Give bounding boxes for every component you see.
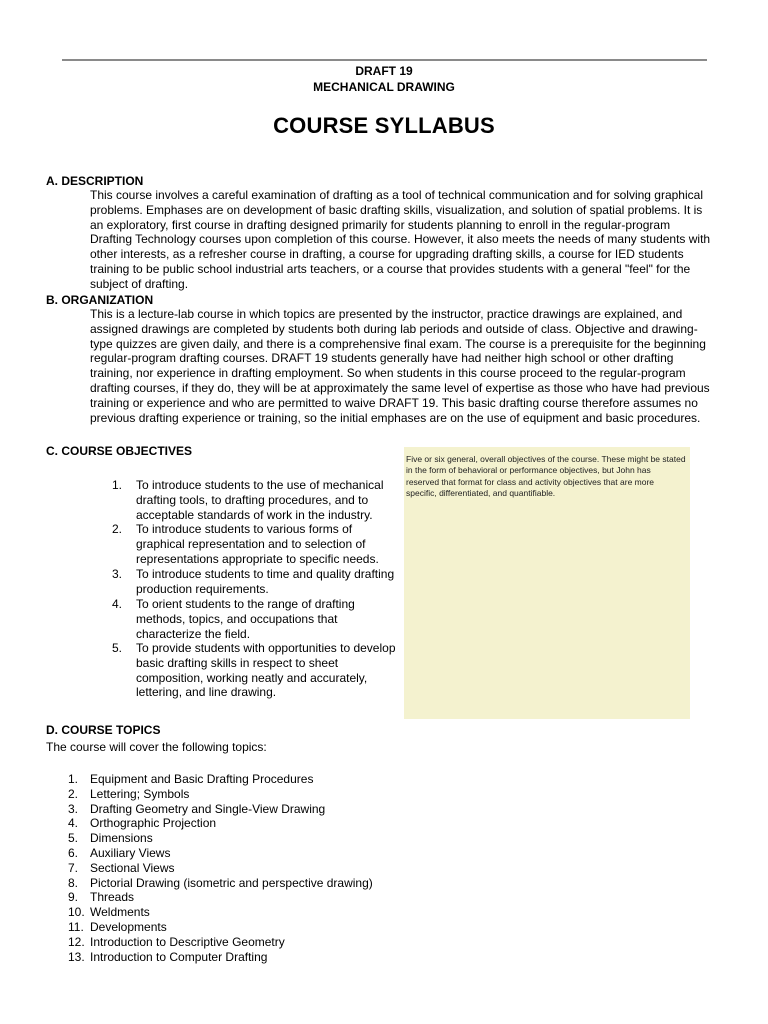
topic-text: Pictorial Drawing (isometric and perspective drawing) xyxy=(90,875,373,890)
topic-number: 8. xyxy=(68,875,79,890)
topics-intro: The course will cover the following topics: xyxy=(46,740,267,754)
organization-heading: B. ORGANIZATION xyxy=(46,293,154,307)
margin-comment xyxy=(404,447,690,719)
objective-number: 1. xyxy=(112,478,123,492)
topic-text: Introduction to Descriptive Geometry xyxy=(90,934,285,949)
objective-text: To introduce students to the use of mechanical drafting tools, to drafting procedures, and to acceptable standards of work in the industry. xyxy=(136,478,384,522)
objective-item xyxy=(112,567,402,597)
topic-text: Lettering; Symbols xyxy=(90,786,190,801)
topic-number: 7. xyxy=(68,860,79,875)
organization-text: This is a lecture-lab course in which topics are presented by the instructor, practice drawings are explained, and assigned drawings are completed by students both during lab periods and outside of class. Objective and drawing-type quizzes are given daily, and there is a comprehensive final exam. The course is a prerequisite for the beginning regular-program drafting courses. DRAFT 19 students generally have had neither high school or other drafting training, nor experience in drafting employment. So when students in this course proceed to the regular-program drafting courses, if they do, they will be at approximately the same level of expertise as those who have had previous training or experience and who are permitted to waive DRAFT 19. This basic drafting course therefore assumes no previous drafting experience or training, so the initial emphases are on the use of equipment and basic procedures. xyxy=(90,307,710,425)
objective-text: To orient students to the range of drafting methods, topics, and occupations that characterize the field. xyxy=(136,597,355,641)
objectives-heading: C. COURSE OBJECTIVES xyxy=(46,444,193,458)
topic-text: Dimensions xyxy=(90,831,153,846)
topic-number: 2. xyxy=(68,786,79,801)
topics-heading: D. COURSE TOPICS xyxy=(46,723,161,737)
objective-number: 5. xyxy=(112,641,123,655)
course-code: DRAFT 19 xyxy=(355,64,413,78)
topic-number: 11. xyxy=(68,919,84,934)
topic-number: 12. xyxy=(68,934,85,949)
topic-number: 1. xyxy=(68,772,79,786)
description-heading: A. DESCRIPTION xyxy=(46,174,144,188)
objective-text: To introduce students to time and quality drafting production requirements. xyxy=(136,567,395,596)
objective-number: 4. xyxy=(112,597,123,611)
objective-number: 2. xyxy=(112,522,123,536)
topic-number: 13. xyxy=(68,949,85,964)
topic-number: 9. xyxy=(68,890,79,905)
objective-number: 3. xyxy=(112,567,123,581)
objective-item xyxy=(112,641,402,700)
top-rule xyxy=(62,59,707,61)
topic-text: Developments xyxy=(90,919,167,934)
objective-text: To provide students with opportunities to develop basic drafting skills in respect to sheet composition, working neatly and accurately, lettering, and line drawing. xyxy=(136,641,396,700)
course-name: MECHANICAL DRAWING xyxy=(313,80,455,94)
topic-text: Sectional Views xyxy=(90,860,175,875)
objective-item xyxy=(112,597,402,641)
topic-text: Introduction to Computer Drafting xyxy=(90,949,268,964)
topic-text: Orthographic Projection xyxy=(90,816,217,831)
objective-item xyxy=(112,478,402,522)
page-title: COURSE SYLLABUS xyxy=(273,113,495,138)
topic-number: 5. xyxy=(68,831,79,846)
topic-number: 4. xyxy=(68,816,79,831)
comment-text: Five or six general, overall objectives of the course. These might be stated in the form of behavioral or performance objectives, but John has reserved that format for class and activity objectives that are more specific, differentiated, and quantifiable. xyxy=(406,454,686,499)
topic-text: Threads xyxy=(90,890,135,905)
topic-text: Auxiliary Views xyxy=(90,845,171,860)
topic-text: Drafting Geometry and Single-View Drawing xyxy=(90,801,326,816)
topic-number: 6. xyxy=(68,845,79,860)
objective-text: To introduce students to various forms of graphical representation and to selection of representations appropriate to specific needs. xyxy=(136,522,379,566)
topic-text: Weldments xyxy=(90,905,150,920)
objective-item xyxy=(112,522,402,566)
topic-number: 10. xyxy=(68,905,85,920)
description-text: This course involves a careful examination of drafting as a tool of technical communication and for solving graphical problems. Emphases are on development of basic drafting skills, visualization, and solution of spatial problems. It is an exploratory, first course in drafting designed primarily for students planning to enroll in the regular-program Drafting Technology courses upon completion of this course. However, it also meets the needs of many students with other interests, as a refresher course in drafting, a course for upgrading drafting skills, a course for IED students training to be public school industrial arts teachers, or a course that provides students with a general "feel" for the subject of drafting. xyxy=(90,188,711,291)
topic-text: Equipment and Basic Drafting Procedures xyxy=(90,772,314,786)
topic-number: 3. xyxy=(68,801,79,816)
